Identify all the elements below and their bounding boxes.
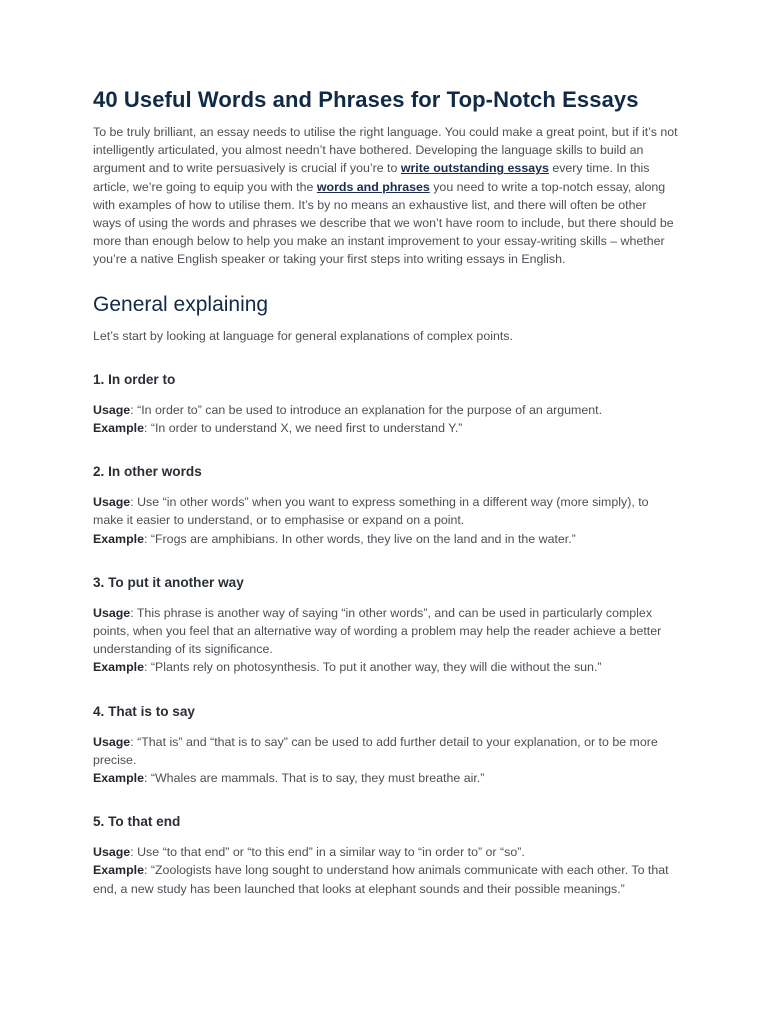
phrase-example xyxy=(93,658,678,676)
usage-text: : Use “to that end” or “to this end” in a similar way to “in order to” or “so”. xyxy=(130,845,525,860)
phrase-example xyxy=(93,769,678,787)
phrase-usage xyxy=(93,733,678,769)
phrase-item-5 xyxy=(93,813,678,898)
intro-paragraph xyxy=(93,123,678,269)
example-text: : “Whales are mammals. That is to say, they must breathe air.” xyxy=(143,771,485,786)
example-label: Example xyxy=(93,660,144,675)
phrase-usage xyxy=(93,604,678,659)
example-text: : “Plants rely on photosynthesis. To put it another way, they will die without the sun.” xyxy=(143,660,602,675)
usage-text: : This phrase is another way of saying “in other words”, and can be used in particularly complex points, when you feel that an alternative way of wording a problem may help the reader achieve a better understanding of its significance. xyxy=(93,605,662,657)
intro-text-1: To be truly brilliant, an essay needs to utilise the right language. You could make a great point, but if it’s not intelligently articulated, you almost needn’t have bothered. Developing the language skills to build an argument and to write persuasively is crucial if you’re to xyxy=(93,125,678,176)
example-label: Example xyxy=(93,421,144,436)
intro-text-3: you need to write a top-notch essay, along with examples of how to utilise them. It’s by no means an exhaustive list, and there will often be other ways of using the words and phrases we describe that we won’t have room to include, but there should be more than enough below to help you make an instant improvement to your essay-writing skills – whether you’re a native English speaker or taking your first steps into writing essays in English. xyxy=(93,179,674,267)
phrase-item-4 xyxy=(93,703,678,788)
usage-label: Usage xyxy=(93,734,131,749)
phrase-example xyxy=(93,530,678,548)
section-heading: General explaining xyxy=(93,292,269,316)
usage-text: : “That is” and “that is to say” can be used to add further detail to your explanation, or to be more precise. xyxy=(93,734,658,767)
example-label: Example xyxy=(93,531,144,546)
phrase-heading: 4. That is to say xyxy=(93,703,195,719)
phrase-heading: 5. To that end xyxy=(93,814,181,830)
phrase-usage xyxy=(93,493,678,529)
usage-label: Usage xyxy=(93,845,131,860)
usage-label: Usage xyxy=(93,495,131,510)
usage-text: : Use “in other words” when you want to express something in a different way (more simply), to make it easier to understand, or to emphasise or expand on a point. xyxy=(93,495,649,528)
phrase-heading: 1. In order to xyxy=(93,371,176,387)
words-and-phrases-link[interactable]: words and phrases xyxy=(316,179,430,194)
usage-text: : “In order to” can be used to introduce an explanation for the purpose of an argument. xyxy=(130,402,603,417)
phrase-usage xyxy=(93,401,678,419)
intro-text-2: every time. In this article, we’re going to equip you with the xyxy=(93,161,650,194)
phrase-heading: 3. To put it another way xyxy=(93,574,244,590)
example-text: : “In order to understand X, we need first to understand Y.” xyxy=(143,421,463,436)
phrase-item-2 xyxy=(93,463,678,548)
phrase-example xyxy=(93,861,678,897)
phrase-example xyxy=(93,419,678,437)
phrase-heading: 2. In other words xyxy=(93,464,202,480)
article-title: 40 Useful Words and Phrases for Top-Notch Essays xyxy=(93,87,639,112)
example-text: : “Zoologists have long sought to understand how animals communicate with each other. To that end, a new study has been launched that looks at elephant sounds and their possible meanings.” xyxy=(93,863,669,896)
phrase-item-3 xyxy=(93,574,678,677)
example-label: Example xyxy=(93,771,144,786)
example-text: : “Frogs are amphibians. In other words, they live on the land and in the water.” xyxy=(143,531,576,546)
article xyxy=(93,86,678,924)
write-outstanding-essays-link[interactable]: write outstanding essays xyxy=(400,161,549,176)
usage-label: Usage xyxy=(93,402,131,417)
example-label: Example xyxy=(93,863,144,878)
phrase-item-1 xyxy=(93,371,678,437)
phrase-usage xyxy=(93,843,678,861)
usage-label: Usage xyxy=(93,605,131,620)
section-intro: Let’s start by looking at language for general explanations of complex points. xyxy=(93,328,513,343)
